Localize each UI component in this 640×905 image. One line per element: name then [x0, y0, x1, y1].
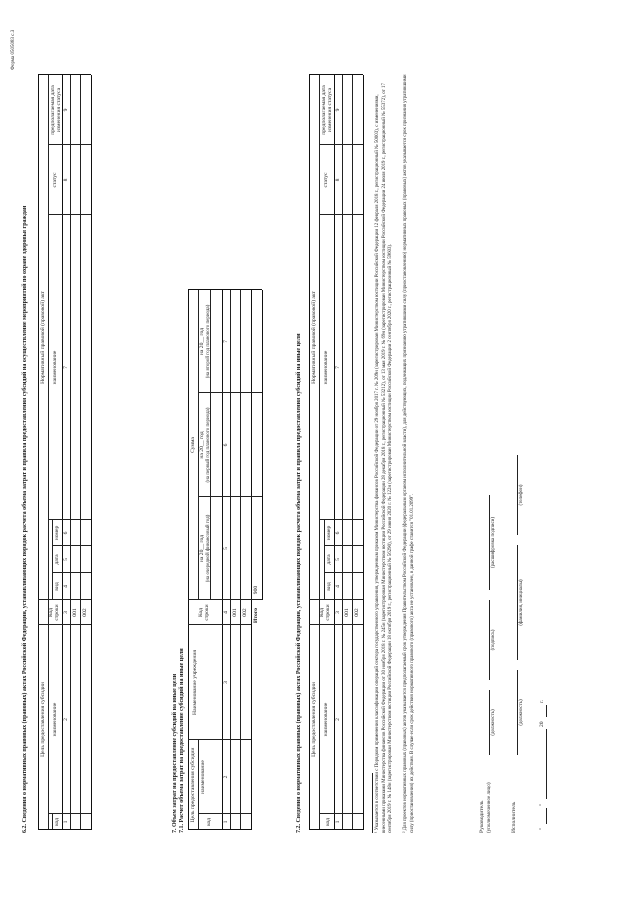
t62-num-5: 5	[63, 558, 69, 561]
executor-label: Исполнитель	[511, 801, 517, 833]
t72-line-code: Код строки	[319, 604, 331, 621]
t62-num-1: 1	[63, 820, 69, 824]
t62-status: статус	[52, 172, 58, 188]
t71-year3-note: (на второй год планового периода)	[206, 304, 211, 379]
t71-purpose-group: Цель предоставления субсидии	[190, 747, 196, 823]
t71-line-code: Код строки	[198, 604, 210, 621]
t72-change-date: предполагаемая дата изменения статуса	[321, 85, 333, 135]
t72-type: вид	[326, 582, 332, 591]
t62-row-2-line: 002	[82, 608, 88, 617]
date-close-quote: "	[539, 803, 545, 806]
footnote-2: ² Для проектов нормативных правовых (правовых) актов указывается предполагаемый срок утверждения Правительством Российской Федерации (федеральным органом исполнительной власти), для действующих, подлежащих признанию утратившими силу (приостановлению) нормативных правовых (правовых) актов указывается срок признания утратившими силу (приостановления) их действия. В случае если срок действия нормативного правового (правового) акта не установлен, в данной графе ставится "01.01.2099".	[403, 74, 415, 833]
executor-phone-hint: (телефон)	[519, 484, 524, 506]
t71-total-label: Итого	[253, 607, 259, 623]
head-position-hint: (должность)	[491, 709, 496, 736]
t72-num-3: 3	[335, 611, 341, 614]
t71-year2: на 20__ год	[199, 431, 205, 459]
t62-name: наименование	[52, 702, 58, 737]
t72-date: дата	[326, 554, 332, 565]
t62-num-3: 3	[63, 611, 69, 614]
t62-type: вид	[54, 582, 60, 591]
date-open-quote: "	[539, 827, 545, 830]
t72-num-4: 4	[335, 585, 341, 588]
t72-num-9: 9	[335, 108, 341, 112]
t71-num-7: 7	[223, 340, 229, 343]
t71-num-1: 1	[223, 820, 229, 824]
t62-num-4: 4	[63, 585, 69, 588]
t62-date: дата	[54, 554, 60, 565]
footnote-1: ¹ Указывается в соответствии с Порядком применения классификации операций сектора государственного управления, утвержденным приказом Министерства финансов Российской Федерации от 29 ноября 2017 г. № 209н (зарегистрирован Министерством юстиции Российской Федерации 12 февраля 2018 г., регистрационный № 50003), с изменениями, внесенными приказами Министерства финансов Российской Федерации от 30 ноября 2018 г. № 245н (зарегистрирован Министерством юстиции Российской Федерации 28 декабря 2018 г., регистрационный № 53212), от 13 мая 2019 г. № 69н (зарегистрирован Министерством юстиции Российской Федерации 24 июля 2019 г., регистрационный № 55372), от 17 сентября 2019 г. № 148н (зарегистрирован Министерством юстиции Российской Федерации 18 октября 2019 г., регистрационный № 56290), от 29 июня 2020 г. № 122н (зарегистрирован Министерством юстиции Российской Федерации 2 сентября 2020 г., регистрационный № 59603).	[375, 83, 394, 833]
t71-name: наименование	[200, 760, 206, 794]
t71-total-code: 900	[253, 585, 259, 595]
t71-num-2: 2	[223, 775, 229, 779]
t71-code: код	[206, 818, 212, 826]
form-number: Форма 0505083 с.3	[11, 29, 16, 70]
t72-act-name: наименование	[323, 350, 329, 385]
date-suffix: г.	[539, 699, 545, 703]
section-6-2-title: 6.2. Сведения о нормативных правовых (правовых) актах Российской Федерации, устанавливающих порядок расчета объема затрат и правила предоставления субсидий на осуществление мероприятий по охране здоровья граждан	[22, 205, 28, 833]
t71-num-5: 5	[223, 547, 229, 550]
t62-num-7: 7	[63, 366, 69, 369]
t72-number: номер	[326, 525, 332, 541]
t72-row-2-line: 002	[354, 608, 360, 617]
t72-purpose-group: Цель предоставления субсидии	[311, 682, 317, 757]
t72-num-5: 5	[335, 558, 341, 561]
t62-num-6: 6	[63, 531, 69, 535]
t72-num-2: 2	[335, 718, 341, 721]
t72-row-1-line: 001	[344, 608, 350, 617]
t71-sum-group: Сумма	[190, 437, 196, 453]
head-decoding-hint: (расшифровка подписи)	[491, 516, 496, 569]
t62-number: номер	[54, 525, 60, 541]
t71-num-4: 4	[223, 611, 229, 614]
t62-code: код	[54, 818, 60, 826]
t62-row-1-line: 001	[72, 608, 78, 617]
t71-year1-note: (на очередной финансовый год)	[206, 514, 211, 583]
t72-num-1: 1	[335, 820, 341, 824]
t62-num-8: 8	[63, 178, 69, 182]
section-7-2-title: 7.2. Сведения о нормативных правовых (правовых) актах Российской Федерации, устанавливающих порядок расчета объема затрат и правила предоставления субсидий на иные цели	[296, 333, 302, 833]
t71-num-3: 3	[223, 681, 229, 684]
t72-num-8: 8	[335, 178, 341, 182]
t71-row-1-line: 001	[232, 608, 238, 617]
t62-num-2: 2	[63, 718, 69, 721]
t71-year3: на 20__ год	[199, 327, 205, 356]
t72-status: статус	[323, 172, 329, 188]
t71-year1: на 20__ год	[199, 534, 205, 563]
head-signature-hint: (подпись)	[491, 629, 496, 651]
head-note: (уполномоченное лицо)	[487, 782, 492, 833]
section-7-title: 7. Объем затрат на предоставление субсидий на иные цели	[172, 673, 178, 833]
executor-name-hint: (фамилия, инициалы)	[519, 579, 524, 626]
t71-year2-note: (на первый год планового периода)	[206, 407, 211, 483]
t62-num-9: 9	[63, 108, 69, 112]
t72-act-group: Нормативный правовой (правовой) акт	[311, 291, 317, 384]
t62-change-date: предполагаемая дата изменения статуса	[50, 85, 62, 135]
executor-position-hint: (должность)	[519, 699, 524, 726]
date-year: 20	[539, 721, 545, 727]
t71-num-6: 6	[223, 443, 229, 447]
t72-name: наименование	[323, 702, 329, 737]
section-7-1-title: 7.1. Расчет объема затрат на предоставление субсидий на иные цели	[179, 648, 185, 833]
t62-act-group: Нормативный правовой (правовой) акт	[40, 291, 46, 384]
t62-purpose-group: Цель предоставления субсидии	[40, 682, 46, 757]
t62-line-code: Код строки	[48, 604, 60, 621]
t71-institution: Наименование учреждения	[192, 650, 198, 715]
t72-num-7: 7	[335, 366, 341, 369]
head-label: Руководитель	[479, 800, 485, 833]
t71-row-2-line: 002	[242, 608, 248, 617]
t72-num-6: 6	[335, 531, 341, 535]
t62-act-name: наименование	[52, 350, 58, 385]
t72-code: код	[325, 818, 331, 826]
